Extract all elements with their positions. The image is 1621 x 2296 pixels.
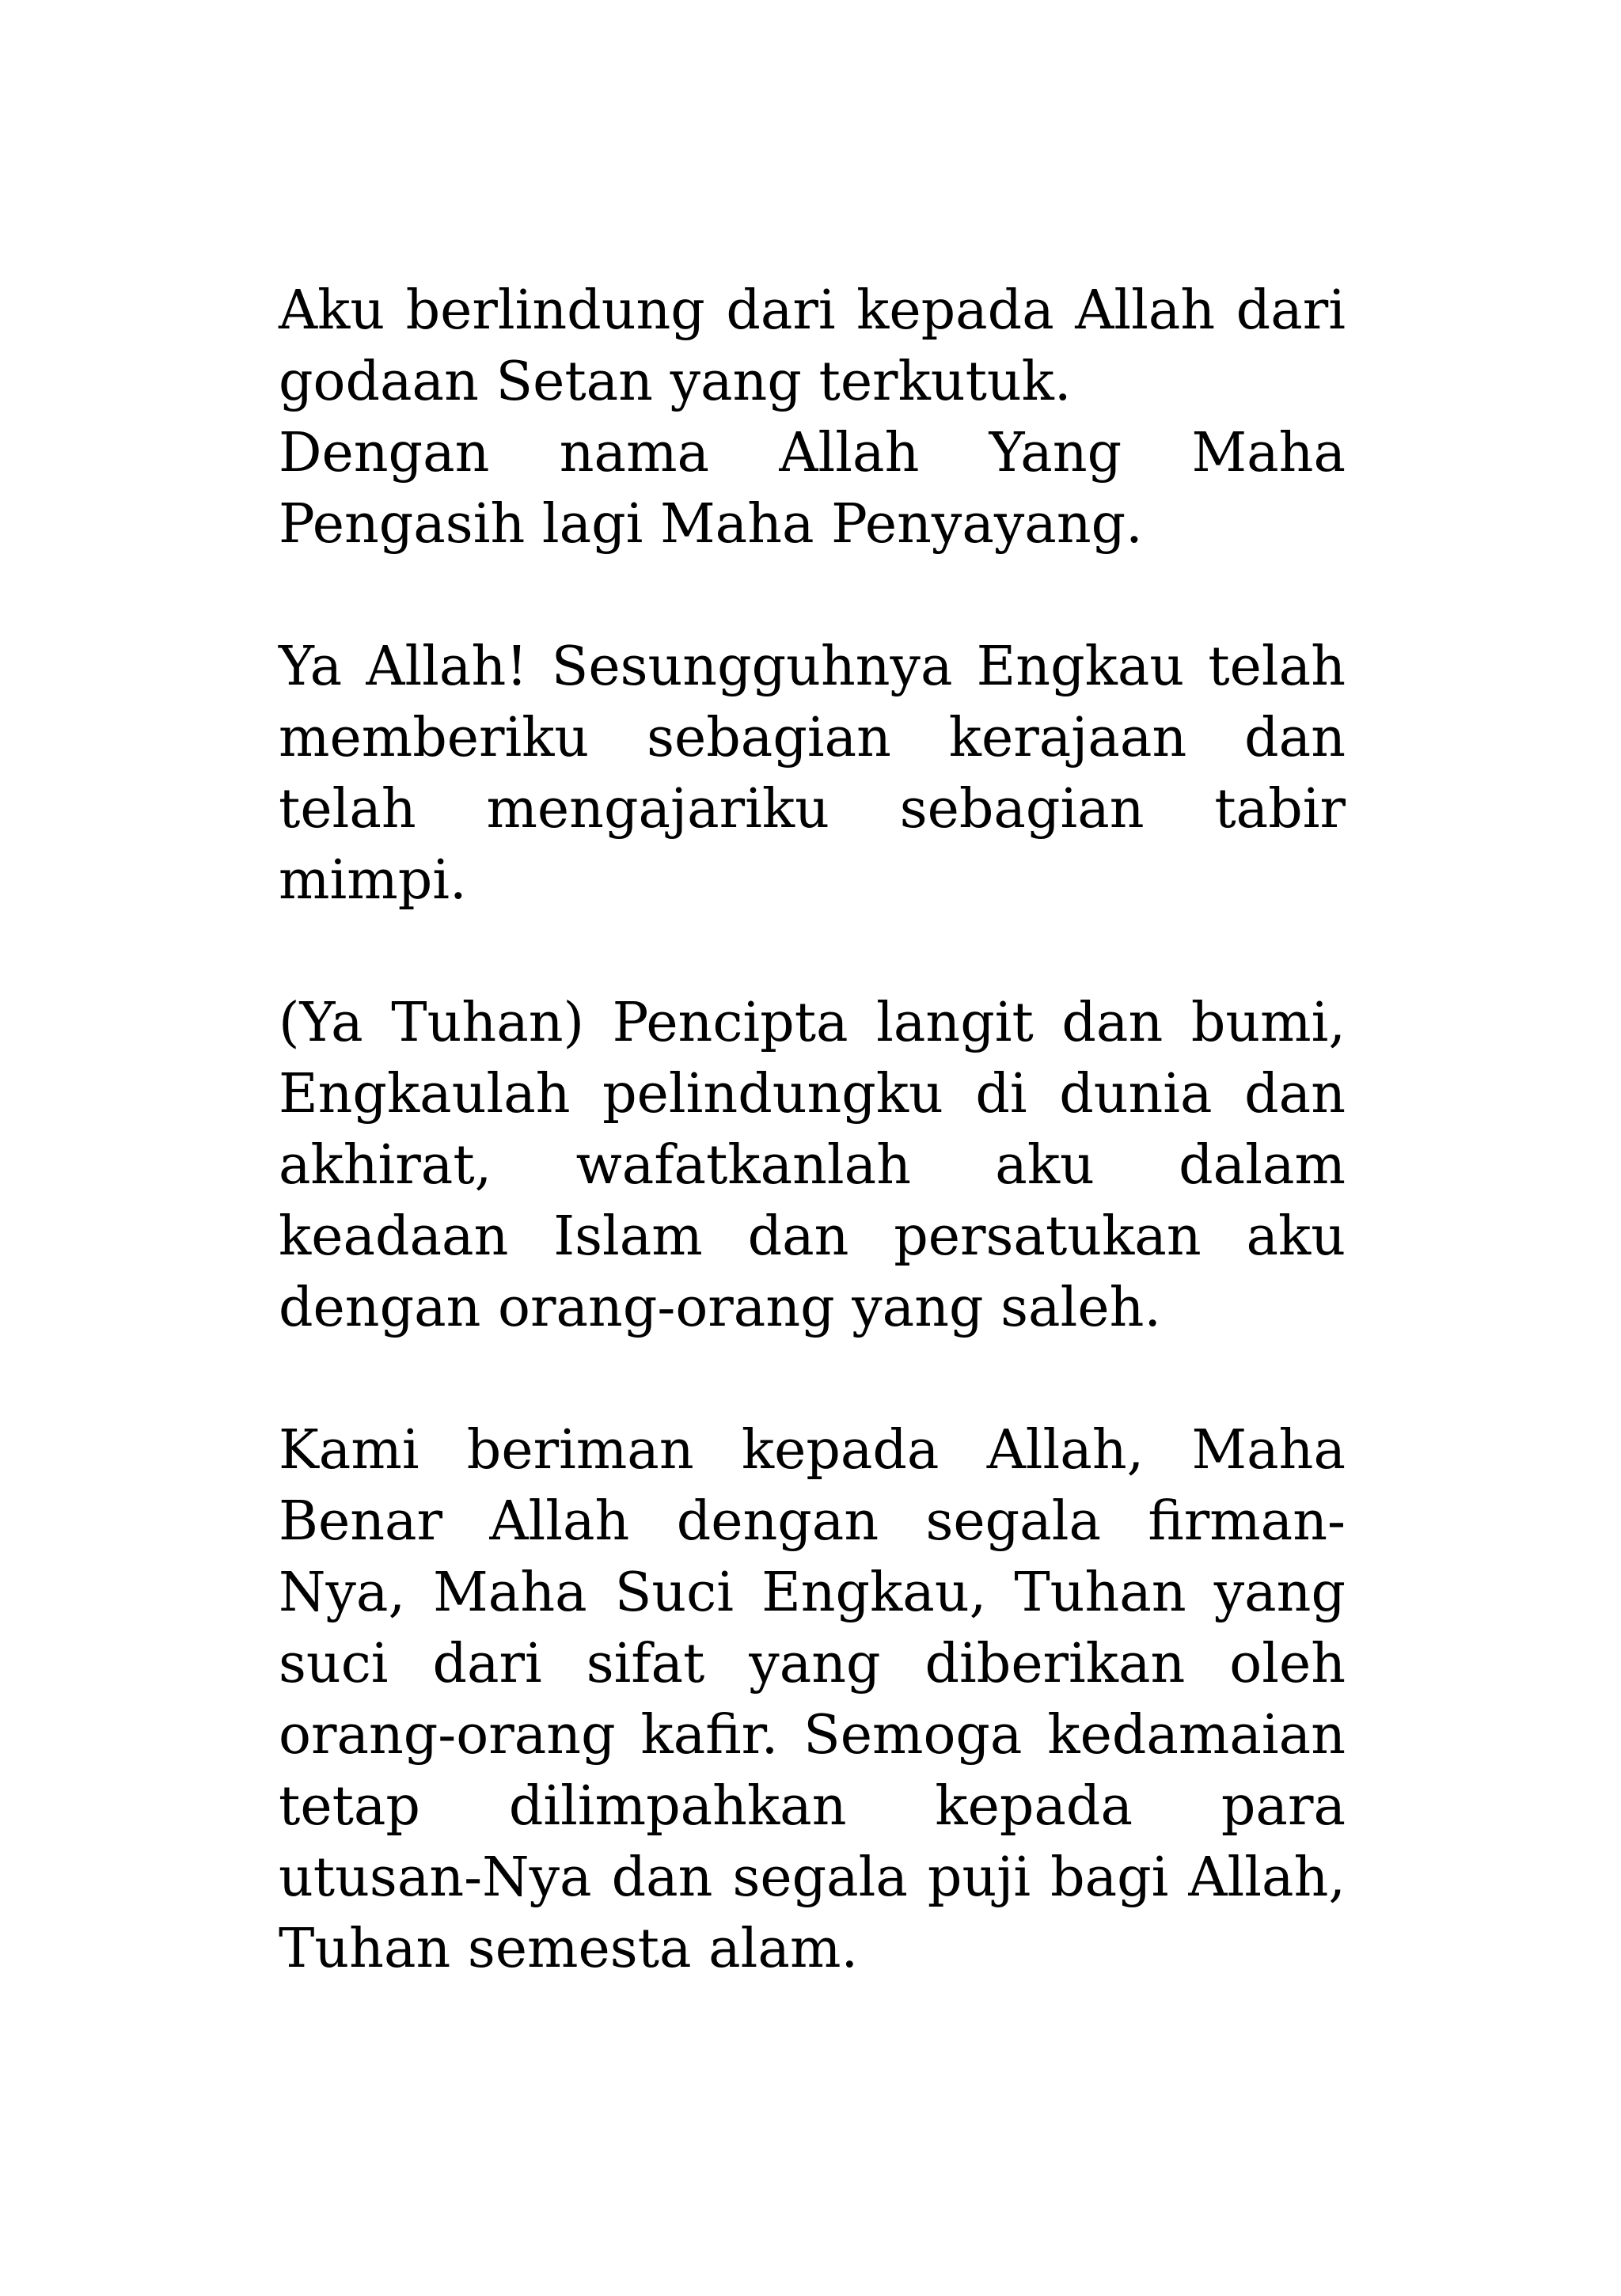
paragraph-prayer-protector — [279, 988, 1346, 1344]
text-line: Kami beriman kepada Allah, Maha — [279, 1419, 1346, 1482]
text-line: memberiku sebagian kerajaan dan — [279, 707, 1346, 769]
text-line: telah mengajariku sebagian tabir — [279, 778, 1346, 841]
text-line: orang-orang kafir. Semoga kedamaian — [279, 1704, 1346, 1767]
text-line: Benar Allah dengan segala firman- — [279, 1490, 1346, 1553]
text-line: Ya Allah! Sesungguhnya Engkau telah — [279, 636, 1346, 698]
text-line: godaan Setan yang terkutuk. — [279, 351, 1072, 413]
text-line: dengan orang-orang yang saleh. — [279, 1277, 1161, 1339]
text-line: utusan-Nya dan segala puji bagi Allah, — [279, 1846, 1346, 1909]
text-line: keadaan Islam dan persatukan aku — [279, 1205, 1346, 1268]
text-line: Aku berlindung dari kepada Allah dari — [279, 279, 1346, 342]
paragraph-basmalah — [279, 418, 1346, 560]
text-line: (Ya Tuhan) Pencipta langit dan bumi, — [279, 992, 1346, 1054]
text-line: Pengasih lagi Maha Penyayang. — [279, 493, 1143, 556]
text-line: Dengan nama Allah Yang Maha — [279, 422, 1346, 484]
text-line: tetap dilimpahkan kepada para — [279, 1775, 1346, 1838]
text-line: suci dari sifat yang diberikan oleh — [279, 1633, 1346, 1695]
text-line: Nya, Maha Suci Engkau, Tuhan yang — [279, 1562, 1346, 1624]
paragraph-taawudz — [279, 275, 1346, 418]
text-line: Engkaulah pelindungku di dunia dan — [279, 1063, 1346, 1125]
text-line: akhirat, wafatkanlah aku dalam — [279, 1134, 1346, 1197]
document-body — [279, 275, 1346, 2056]
text-line: Tuhan semesta alam. — [279, 1918, 859, 1980]
text-line: mimpi. — [279, 849, 467, 912]
paragraph-prayer-kingdom — [279, 632, 1346, 917]
paragraph-closing — [279, 1415, 1346, 1985]
